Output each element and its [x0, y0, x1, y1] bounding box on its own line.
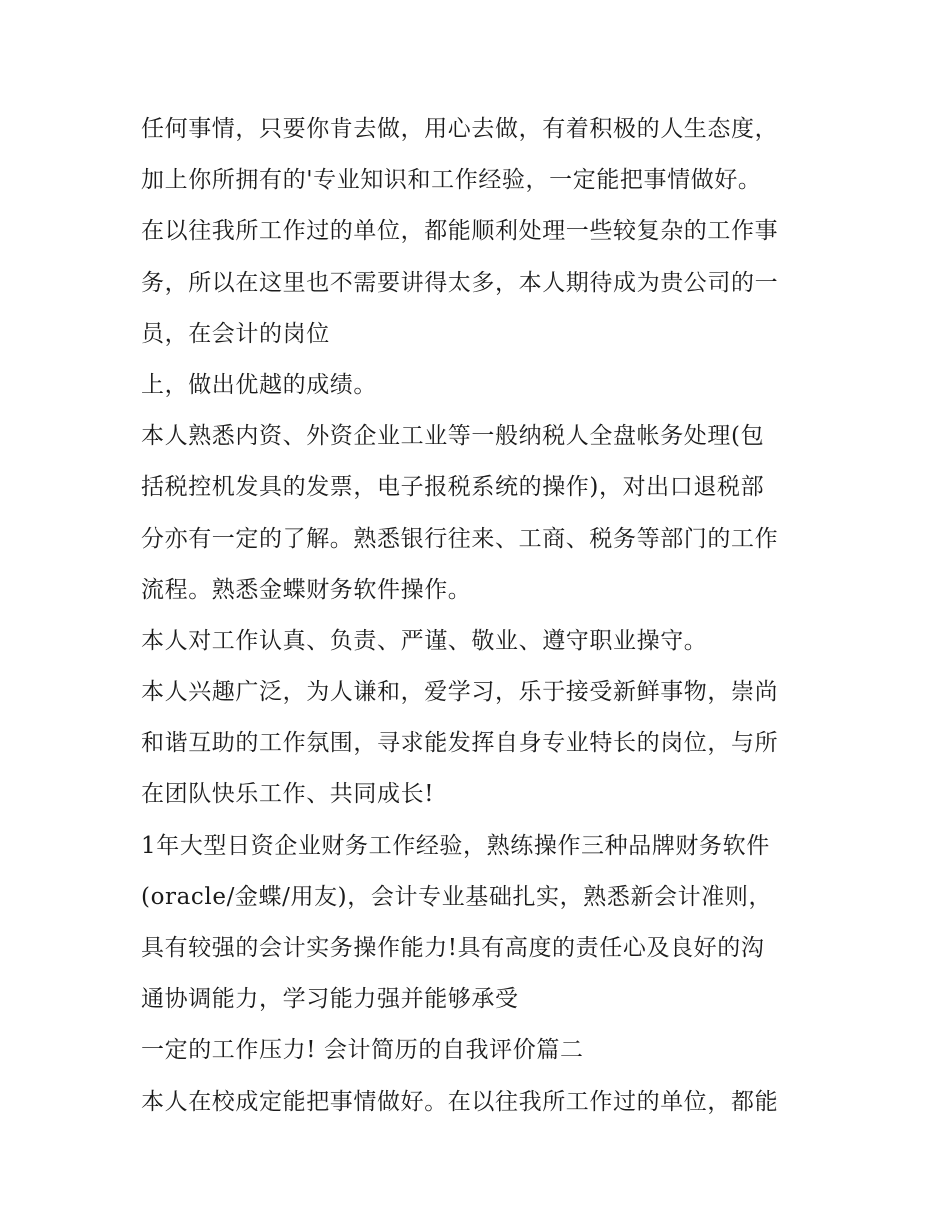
text-line: 本人熟悉内资、外资企业工业等一般纳税人全盘帐务处理(包	[141, 423, 765, 450]
document-body	[141, 104, 821, 1128]
text-line: 本人兴趣广泛，为人谦和，爱学习，乐于接受新鲜事物，崇尚	[141, 679, 779, 706]
text-line: 务，所以在这里也不需要讲得太多，本人期待成为贵公司的一	[141, 269, 779, 296]
text-line: 1年大型日资企业财务工作经验，熟练操作三种品牌财务软件	[141, 832, 770, 859]
text-line: 本人在校成定能把事情做好。在以往我所工作过的单位，都能	[141, 1088, 779, 1115]
text-line: 员，在会计的岗位	[141, 320, 330, 347]
text-line: 分亦有一定的了解。熟悉银行往来、工商、税务等部门的工作	[141, 525, 779, 552]
text-line: 任何事情，只要你肯去做，用心去做，有着积极的人生态度，	[141, 116, 779, 142]
text-line: 通协调能力，学习能力强并能够承受	[141, 986, 519, 1013]
text-line: 加上你所拥有的'专业知识和工作经验，一定能把事情做好。	[141, 167, 762, 194]
text-line: 一定的工作压力! 会计简历的自我评价篇二	[141, 1037, 584, 1064]
text-line: (oracle/金蝶/用友)，会计专业基础扎实，熟悉新会计准则，	[141, 883, 773, 910]
text-line: 上，做出优越的成绩。	[141, 371, 377, 398]
text-line: 流程。熟悉金蝶财务软件操作。	[141, 576, 472, 603]
text-line: 本人对工作认真、负责、严谨、敬业、遵守职业操守。	[141, 627, 708, 654]
text-line: 在团队快乐工作、共同成长!	[141, 781, 435, 808]
text-line: 和谐互助的工作氛围，寻求能发挥自身专业特长的岗位，与所	[141, 730, 779, 757]
text-line: 括税控机发具的发票，电子报税系统的操作)，对出口退税部	[141, 474, 765, 501]
text-line: 在以往我所工作过的单位，都能顺利处理一些较复杂的工作事	[141, 218, 779, 245]
text-line: 具有较强的会计实务操作能力!具有高度的责任心及良好的沟	[141, 935, 765, 961]
